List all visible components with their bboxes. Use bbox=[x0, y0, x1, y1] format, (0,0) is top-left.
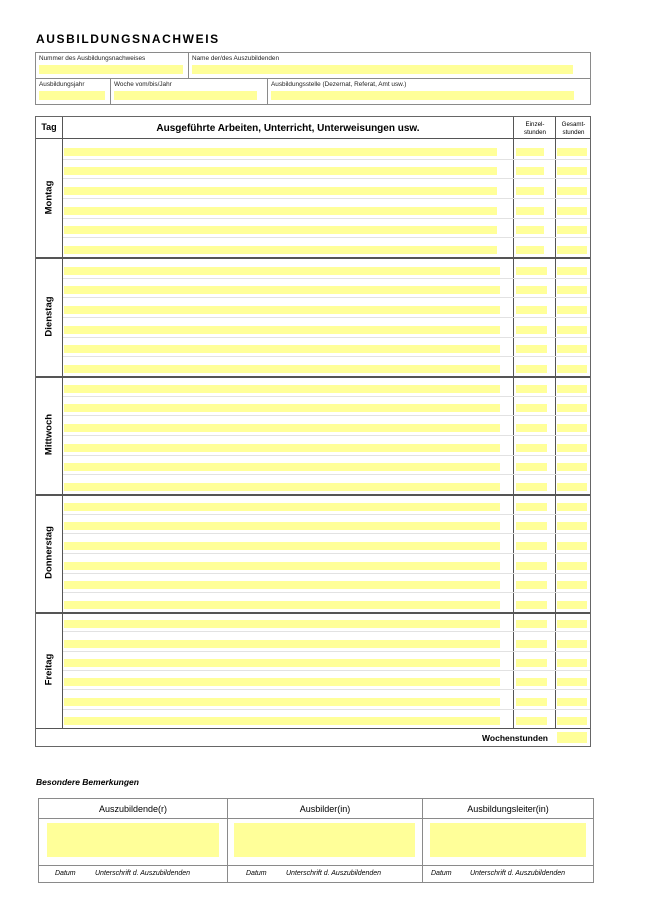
col-arbeiten-header: Ausgeführte Arbeiten, Unterricht, Unterweisungen usw. bbox=[156, 123, 420, 134]
row-divider bbox=[63, 337, 590, 338]
einzelstunden-field[interactable] bbox=[516, 365, 547, 373]
woche-label: Woche vom/bis/Jahr bbox=[114, 81, 172, 88]
gesamtstunden-field[interactable] bbox=[557, 326, 587, 334]
row-divider bbox=[63, 159, 590, 160]
einzelstunden-field[interactable] bbox=[516, 581, 547, 589]
einzelstunden-field[interactable] bbox=[516, 187, 544, 195]
row-divider bbox=[63, 573, 590, 574]
activity-field[interactable] bbox=[64, 385, 500, 393]
einzelstunden-field[interactable] bbox=[516, 562, 547, 570]
einzelstunden-field[interactable] bbox=[516, 444, 547, 452]
gesamtstunden-field[interactable] bbox=[557, 640, 587, 648]
woche-field[interactable] bbox=[114, 91, 257, 100]
row-divider bbox=[63, 455, 590, 456]
activity-field[interactable] bbox=[64, 640, 500, 648]
row-divider bbox=[63, 651, 590, 652]
einzelstunden-field[interactable] bbox=[516, 326, 547, 334]
activity-field[interactable] bbox=[64, 678, 500, 686]
col-tag-header: Tag bbox=[41, 122, 57, 132]
gesamtstunden-field[interactable] bbox=[557, 444, 587, 452]
einzelstunden-field[interactable] bbox=[516, 226, 544, 234]
sig-ausbilder-unterschrift: Unterschrift d. Auszubildenden bbox=[286, 870, 382, 877]
einzelstunden-field[interactable] bbox=[516, 286, 547, 294]
row-divider bbox=[63, 533, 590, 534]
gesamtstunden-field[interactable] bbox=[557, 345, 587, 353]
gesamtstunden-field[interactable] bbox=[557, 148, 587, 156]
stelle-label: Ausbildungsstelle (Dezernat, Referat, Amt usw.) bbox=[271, 81, 407, 88]
gesamtstunden-field[interactable] bbox=[557, 562, 587, 570]
row-divider bbox=[63, 178, 590, 179]
gesamtstunden-field[interactable] bbox=[557, 207, 587, 215]
day-divider bbox=[36, 257, 590, 259]
activity-field[interactable] bbox=[64, 345, 500, 353]
activity-field[interactable] bbox=[64, 503, 500, 511]
sig-azubi-unterschrift: Unterschrift d. Auszubildenden bbox=[95, 870, 191, 877]
sig-azubi-header: Auszubildende(r) bbox=[98, 804, 168, 814]
activity-field[interactable] bbox=[64, 306, 500, 314]
gesamtstunden-field[interactable] bbox=[557, 226, 587, 234]
gesamtstunden-field[interactable] bbox=[557, 424, 587, 432]
gesamtstunden-field[interactable] bbox=[557, 542, 587, 550]
einzelstunden-field[interactable] bbox=[516, 207, 544, 215]
activity-field[interactable] bbox=[64, 542, 500, 550]
jahr-label: Ausbildungsjahr bbox=[39, 81, 85, 88]
row-divider bbox=[63, 514, 590, 515]
activity-field[interactable] bbox=[64, 659, 500, 667]
activity-field[interactable] bbox=[64, 581, 500, 589]
wochenstunden-label: Wochenstunden bbox=[482, 733, 548, 743]
day-label-montag: Montag bbox=[43, 180, 55, 215]
gesamtstunden-field[interactable] bbox=[557, 659, 587, 667]
activity-field[interactable] bbox=[64, 562, 500, 570]
sig-leiter-datum: Datum bbox=[431, 870, 452, 877]
row-divider bbox=[63, 317, 590, 318]
gesamtstunden-field[interactable] bbox=[557, 365, 587, 373]
sig-ausbilder-field[interactable] bbox=[234, 823, 415, 857]
einzelstunden-field[interactable] bbox=[516, 483, 547, 491]
col-einzel-header-2: stunden bbox=[523, 129, 547, 136]
signature-table bbox=[38, 798, 594, 883]
day-label-mittwoch: Mittwoch bbox=[43, 413, 55, 456]
activity-field[interactable] bbox=[64, 246, 497, 254]
nummer-field[interactable] bbox=[39, 65, 183, 74]
row-divider bbox=[63, 670, 590, 671]
gesamtstunden-field[interactable] bbox=[557, 246, 587, 254]
einzelstunden-field[interactable] bbox=[516, 167, 544, 175]
activity-field[interactable] bbox=[64, 522, 500, 530]
gesamtstunden-field[interactable] bbox=[557, 698, 587, 706]
day-divider bbox=[36, 612, 590, 614]
gesamtstunden-field[interactable] bbox=[557, 267, 587, 275]
col-gesamt-header-2: stunden bbox=[562, 129, 585, 136]
einzelstunden-field[interactable] bbox=[516, 678, 547, 686]
gesamtstunden-field[interactable] bbox=[557, 187, 587, 195]
einzelstunden-field[interactable] bbox=[516, 698, 547, 706]
name-field[interactable] bbox=[192, 65, 573, 74]
col-gesamt-header-1: Gesamt- bbox=[561, 121, 586, 128]
gesamtstunden-field[interactable] bbox=[557, 503, 587, 511]
gesamtstunden-field[interactable] bbox=[557, 385, 587, 393]
activity-field[interactable] bbox=[64, 601, 500, 609]
einzelstunden-field[interactable] bbox=[516, 717, 547, 725]
row-divider bbox=[63, 415, 590, 416]
einzelstunden-field[interactable] bbox=[516, 345, 547, 353]
activity-field[interactable] bbox=[64, 187, 497, 195]
einzelstunden-field[interactable] bbox=[516, 620, 547, 628]
row-divider bbox=[63, 237, 590, 238]
sig-leiter-header: Ausbildungsleiter(in) bbox=[467, 804, 549, 814]
einzelstunden-field[interactable] bbox=[516, 503, 547, 511]
row-divider bbox=[63, 474, 590, 475]
row-divider bbox=[63, 689, 590, 690]
activity-field[interactable] bbox=[64, 148, 497, 156]
gesamtstunden-field[interactable] bbox=[557, 601, 587, 609]
row-divider bbox=[63, 631, 590, 632]
bemerkungen-heading: Besondere Bemerkungen bbox=[36, 777, 139, 787]
day-label-donnerstag: Donnerstag bbox=[43, 526, 55, 579]
gesamtstunden-field[interactable] bbox=[557, 717, 587, 725]
activity-field[interactable] bbox=[64, 286, 500, 294]
name-label: Name der/des Auszubildenden bbox=[192, 55, 280, 62]
activity-field[interactable] bbox=[64, 326, 500, 334]
row-divider bbox=[63, 218, 590, 219]
einzelstunden-field[interactable] bbox=[516, 601, 547, 609]
activity-field[interactable] bbox=[64, 207, 497, 215]
row-divider bbox=[63, 553, 590, 554]
sig-azubi-datum: Datum bbox=[55, 870, 76, 877]
activity-field[interactable] bbox=[64, 620, 500, 628]
jahr-field[interactable] bbox=[39, 91, 105, 100]
activity-field[interactable] bbox=[64, 483, 500, 491]
sig-ausbilder-datum: Datum bbox=[246, 870, 267, 877]
activity-field[interactable] bbox=[64, 698, 500, 706]
gesamtstunden-field[interactable] bbox=[557, 404, 587, 412]
wochenstunden-field[interactable] bbox=[557, 732, 587, 743]
row-divider bbox=[63, 396, 590, 397]
row-divider bbox=[63, 435, 590, 436]
activity-field[interactable] bbox=[64, 717, 500, 725]
row-divider bbox=[63, 709, 590, 710]
sig-leiter-field[interactable] bbox=[430, 823, 586, 857]
gesamtstunden-field[interactable] bbox=[557, 463, 587, 471]
day-divider bbox=[36, 376, 590, 378]
activity-field[interactable] bbox=[64, 424, 500, 432]
activity-field[interactable] bbox=[64, 444, 500, 452]
activity-field[interactable] bbox=[64, 167, 497, 175]
page-title: AUSBILDUNGSNACHWEIS bbox=[36, 32, 220, 46]
nummer-label: Nummer des Ausbildungsnachweises bbox=[39, 55, 146, 62]
row-divider bbox=[63, 297, 590, 298]
gesamtstunden-field[interactable] bbox=[557, 522, 587, 530]
row-divider bbox=[63, 198, 590, 199]
gesamtstunden-field[interactable] bbox=[557, 483, 587, 491]
einzelstunden-field[interactable] bbox=[516, 463, 547, 471]
einzelstunden-field[interactable] bbox=[516, 542, 547, 550]
einzelstunden-field[interactable] bbox=[516, 246, 544, 254]
gesamtstunden-field[interactable] bbox=[557, 286, 587, 294]
einzelstunden-field[interactable] bbox=[516, 404, 547, 412]
col-einzel-header-1: Einzel- bbox=[525, 121, 545, 128]
einzelstunden-field[interactable] bbox=[516, 148, 544, 156]
row-divider bbox=[63, 356, 590, 357]
activity-field[interactable] bbox=[64, 404, 500, 412]
einzelstunden-field[interactable] bbox=[516, 522, 547, 530]
gesamtstunden-field[interactable] bbox=[557, 678, 587, 686]
activity-field[interactable] bbox=[64, 267, 500, 275]
header-box bbox=[35, 52, 591, 105]
activity-field[interactable] bbox=[64, 226, 497, 234]
einzelstunden-field[interactable] bbox=[516, 659, 547, 667]
activity-field[interactable] bbox=[64, 463, 500, 471]
row-divider bbox=[63, 278, 590, 279]
sig-leiter-unterschrift: Unterschrift d. Auszubildenden bbox=[470, 870, 566, 877]
einzelstunden-field[interactable] bbox=[516, 267, 547, 275]
sig-azubi-field[interactable] bbox=[47, 823, 219, 857]
row-divider bbox=[63, 592, 590, 593]
einzelstunden-field[interactable] bbox=[516, 306, 547, 314]
activity-table bbox=[35, 116, 591, 747]
einzelstunden-field[interactable] bbox=[516, 640, 547, 648]
einzelstunden-field[interactable] bbox=[516, 424, 547, 432]
activity-field[interactable] bbox=[64, 365, 500, 373]
day-divider bbox=[36, 494, 590, 496]
einzelstunden-field[interactable] bbox=[516, 385, 547, 393]
sig-ausbilder-header: Ausbilder(in) bbox=[299, 804, 351, 814]
gesamtstunden-field[interactable] bbox=[557, 581, 587, 589]
gesamtstunden-field[interactable] bbox=[557, 167, 587, 175]
day-label-freitag: Freitag bbox=[43, 653, 55, 686]
gesamtstunden-field[interactable] bbox=[557, 306, 587, 314]
day-label-dienstag: Dienstag bbox=[43, 296, 55, 337]
gesamtstunden-field[interactable] bbox=[557, 620, 587, 628]
stelle-field[interactable] bbox=[271, 91, 574, 100]
